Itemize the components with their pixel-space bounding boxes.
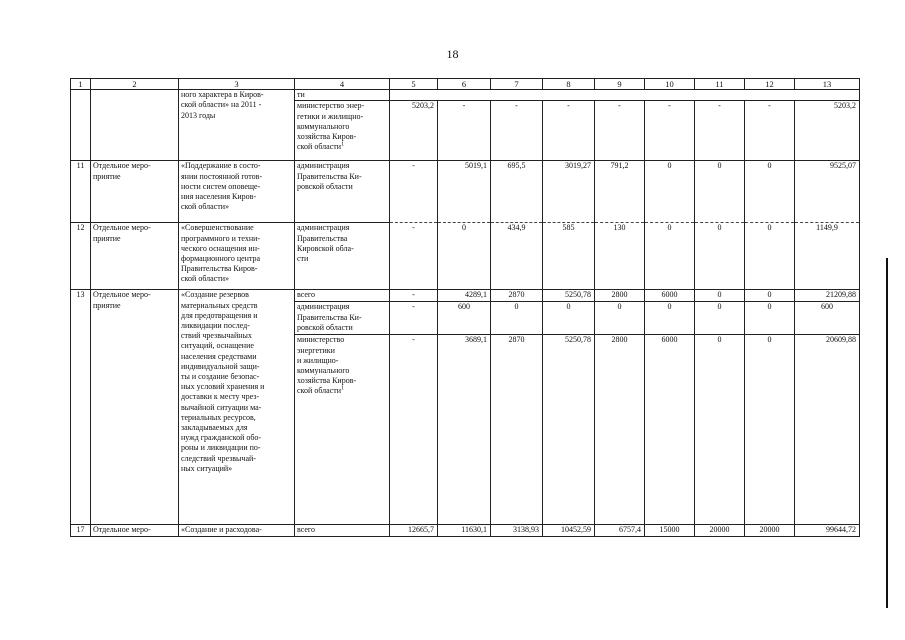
- row-11-value-12: 0: [745, 161, 795, 223]
- row-11-value-6: 5019,1: [438, 161, 491, 223]
- row-13-ministry-value-5: -: [390, 335, 438, 525]
- row-13-admin-value-5: -: [390, 302, 438, 335]
- row-13-total-value-8: 5250,78: [543, 290, 595, 302]
- table-row-13-total: [71, 290, 860, 302]
- cont-exec-cell: министерство энер- гетики и жилищно- коммунального хозяйства Киров- ской области$^1$: [295, 101, 390, 161]
- row-17-value-8: 10452,59: [543, 525, 595, 537]
- row-13-ministry-value-7: 2870: [491, 335, 543, 525]
- row-17-value-11: 20000: [695, 525, 745, 537]
- cont-value-10: -: [645, 101, 695, 161]
- row-13-ministry-value-10: 6000: [645, 335, 695, 525]
- row-11-value-8: 3019,27: [543, 161, 595, 223]
- header-col-3: 3: [179, 79, 295, 90]
- cont-value-7: -: [491, 101, 543, 161]
- row-17-value-7: 3138,93: [491, 525, 543, 537]
- row-13-total-value-11: 0: [695, 290, 745, 302]
- row-13-ministry-value-13: 20609,88: [795, 335, 860, 525]
- row-12-value-10: 0: [645, 223, 695, 290]
- row-13-ministry-value-8: 5250,78: [543, 335, 595, 525]
- row-12-executor: администрация Правительства Кировской обла- сти: [295, 223, 390, 290]
- row-13-ministry-value-12: 0: [745, 335, 795, 525]
- row-11-value-9: 791,2: [595, 161, 645, 223]
- row-13-executor-total: всего: [295, 290, 390, 302]
- row-11-type: Отдельное меро- приятие: [91, 161, 179, 223]
- row-17-value-12: 20000: [745, 525, 795, 537]
- row-17-value-13: 99644,72: [795, 525, 860, 537]
- row-13-admin-value-8: 0: [543, 302, 595, 335]
- header-col-2: 2: [91, 79, 179, 90]
- row-12-value-12: 0: [745, 223, 795, 290]
- header-col-12: 12: [745, 79, 795, 90]
- table-row-12: [71, 223, 860, 290]
- header-row: [71, 79, 860, 90]
- header-col-4: 4: [295, 79, 390, 90]
- header-col-1: 1: [71, 79, 91, 90]
- cont-value-12: -: [745, 101, 795, 161]
- cont-value-11: -: [695, 101, 745, 161]
- table-row-17: [71, 525, 860, 537]
- row-12-value-13: 1149,9: [795, 223, 860, 290]
- row-11-value-7: 695,5: [491, 161, 543, 223]
- row-13-total-value-6: 4289,1: [438, 290, 491, 302]
- row-13-ministry-value-11: 0: [695, 335, 745, 525]
- footnote-mark: 1: [341, 385, 345, 392]
- row-13-admin-value-13: 600: [795, 302, 860, 335]
- header-col-6: 6: [438, 79, 491, 90]
- row-12-value-8: 585: [543, 223, 595, 290]
- cont-value-5: 5203,2: [390, 101, 438, 161]
- cont-num-cell: [71, 90, 91, 161]
- row-12-name: «Совершенствование программного и техни- ческого оснащения ин- формационного центра Правительства Киров- ской области»: [179, 223, 295, 290]
- row-11-value-10: 0: [645, 161, 695, 223]
- row-13-ministry-value-6: 3689,1: [438, 335, 491, 525]
- row-13-executor-ministry: министерство энергетики и жилищно- коммунального хозяйства Киров- ской области$^1$: [295, 335, 390, 525]
- row-12-type: Отдельное меро- приятие: [91, 223, 179, 290]
- header-col-7: 7: [491, 79, 543, 90]
- footnote-mark: 1: [341, 141, 345, 148]
- row-17-value-6: 11630,1: [438, 525, 491, 537]
- row-12-value-5: -: [390, 223, 438, 290]
- row-11-value-5: -: [390, 161, 438, 223]
- row-11-executor: администрация Правительства Ки- ровской области: [295, 161, 390, 223]
- row-13-total-value-12: 0: [745, 290, 795, 302]
- cont-values-top-cell: [390, 90, 860, 101]
- row-13-admin-value-11: 0: [695, 302, 745, 335]
- row-11-number: 11: [71, 161, 91, 223]
- row-13-admin-value-7: 0: [491, 302, 543, 335]
- cont-value-6: -: [438, 101, 491, 161]
- row-11-name: «Поддержание в состо- янии постоянной готов- ности систем оповеще- ния населения Киров- ской области»: [179, 161, 295, 223]
- row-12-value-9: 130: [595, 223, 645, 290]
- row-13-type: Отдельное меро- приятие: [91, 290, 179, 525]
- scan-margin-line: [886, 258, 888, 608]
- table-row-11: [71, 161, 860, 223]
- row-12-number: 12: [71, 223, 91, 290]
- row-12-value-6: 0: [438, 223, 491, 290]
- header-col-13: 13: [795, 79, 860, 90]
- program-table: [70, 78, 860, 537]
- row-13-total-value-10: 6000: [645, 290, 695, 302]
- row-13-admin-value-6: 600: [438, 302, 491, 335]
- header-col-9: 9: [595, 79, 645, 90]
- row-13-admin-value-10: 0: [645, 302, 695, 335]
- row-13-total-value-13: 21209,88: [795, 290, 860, 302]
- header-col-5: 5: [390, 79, 438, 90]
- row-17-name: «Создание и расходова-: [179, 525, 295, 537]
- row-13-total-value-9: 2800: [595, 290, 645, 302]
- row-17-executor: всего: [295, 525, 390, 537]
- header-col-8: 8: [543, 79, 595, 90]
- row-12-value-7: 434,9: [491, 223, 543, 290]
- row-13-admin-value-9: 0: [595, 302, 645, 335]
- cont-exec-top-cell: ти: [295, 90, 390, 101]
- row-13-total-value-7: 2870: [491, 290, 543, 302]
- cont-value-13: 5203,2: [795, 101, 860, 161]
- cont-value-9: -: [595, 101, 645, 161]
- table-row-continued-top: [71, 90, 860, 101]
- row-13-executor-admin: администрация Правительства Ки- ровской области: [295, 302, 390, 335]
- row-12-value-11: 0: [695, 223, 745, 290]
- row-13-total-value-5: -: [390, 290, 438, 302]
- row-17-type: Отдельное меро-: [91, 525, 179, 537]
- cont-name-cell: ного характера в Киров- ской области» на 2011 - 2013 годы: [179, 90, 295, 161]
- cont-value-8: -: [543, 101, 595, 161]
- row-13-name: «Создание резервов материальных средств для предотвращения и ликвидации послед- ствий чрезвычайных ситуаций, оснащение населения средствами индивидуальной защи- ты и создание безопас- ных условий хранения и доставки к месту чрез- вычайной ситуации ма- териальных ресурсов, закладываемых для нужд гражданской обо- роны и ликвидации по- следствий чрезвычай- ных ситуаций»: [179, 290, 295, 525]
- row-17-value-5: 12665,7: [390, 525, 438, 537]
- header-col-11: 11: [695, 79, 745, 90]
- row-13-number: 13: [71, 290, 91, 525]
- row-13-admin-value-12: 0: [745, 302, 795, 335]
- row-13-ministry-value-9: 2800: [595, 335, 645, 525]
- row-11-value-13: 9525,07: [795, 161, 860, 223]
- cont-type-cell: [91, 90, 179, 161]
- row-11-value-11: 0: [695, 161, 745, 223]
- page-number: 18: [446, 47, 459, 61]
- row-17-value-10: 15000: [645, 525, 695, 537]
- row-17-number: 17: [71, 525, 91, 537]
- header-col-10: 10: [645, 79, 695, 90]
- row-17-value-9: 6757,4: [595, 525, 645, 537]
